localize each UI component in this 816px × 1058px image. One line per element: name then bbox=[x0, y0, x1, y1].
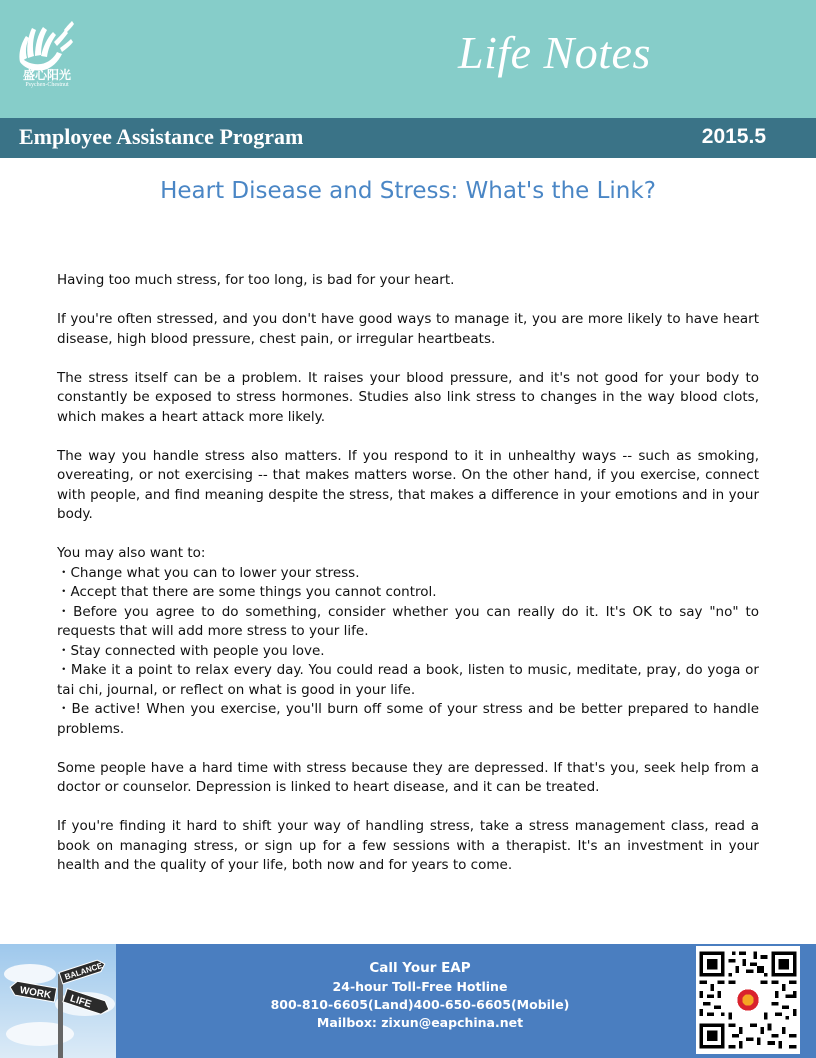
qr-code-icon bbox=[696, 946, 800, 1054]
article-title: Heart Disease and Stress: What's the Link? bbox=[160, 178, 656, 204]
list-item: ・Before you agree to do something, consider whether you can really do it. It's OK to say "no" to requests that will add more stress to your life. bbox=[57, 603, 759, 639]
article-body bbox=[57, 271, 759, 895]
hotline-label: 24-hour Toll-Free Hotline bbox=[332, 979, 508, 994]
paragraph: If you're finding it hard to shift your way of handling stress, take a stress management class, read a book on managing stress, or sign up for a few sessions with a therapist. It's an investment in your health and the quality of your life, both now and for years to come. bbox=[57, 818, 759, 873]
phone-numbers: 800-810-6605(Land)400-650-6605(Mobile) bbox=[270, 997, 570, 1012]
paragraph: If you're often stressed, and you don't have good ways to manage it, you are more likely to have heart disease, high blood pressure, chest pain, or irregular heartbeats. bbox=[57, 311, 759, 347]
header-banner bbox=[0, 0, 816, 118]
issue-date: 2015.5 bbox=[701, 125, 766, 148]
call-heading: Call Your EAP bbox=[369, 960, 471, 976]
list-item: ・Be active! When you exercise, you'll burn off some of your stress and be better prepared to handle problems. bbox=[57, 701, 759, 737]
list-item: ・Change what you can to lower your stress. bbox=[57, 564, 360, 581]
sign-life-label: LIFE bbox=[68, 993, 93, 1011]
paragraph: The way you handle stress also matters. If you respond to it in unhealthy ways -- such as smoking, overeating, or not exercising -- that makes matters worse. On the other hand, if you exercise, connect with people, and find meaning despite the stress, that makes a difference in your emotions and in your body. bbox=[57, 447, 759, 522]
paragraph: The stress itself can be a problem. It raises your blood pressure, and it's not good for your body to constantly be exposed to stress hormones. Studies also link stress to changes in the way blood clots, which makes a heart attack more likely. bbox=[57, 369, 759, 425]
eap-contact bbox=[200, 958, 640, 1032]
mailbox-address: Mailbox: zixun@eapchina.net bbox=[316, 1015, 524, 1030]
list-item: ・Accept that there are some things you cannot control. bbox=[57, 584, 437, 600]
logo-english-text: Psychen-Chestnut bbox=[25, 82, 69, 88]
list-intro: You may also want to: bbox=[57, 545, 206, 561]
paragraph: Some people have a hard time with stress because they are depressed. If that's you, seek help from a doctor or counselor. Depression is linked to heart disease, and it can be treated. bbox=[57, 759, 759, 795]
sign-work-label: WORK bbox=[18, 984, 52, 1002]
logo-chinese-text: 盛心阳光 bbox=[22, 68, 71, 82]
paragraph: Having too much stress, for too long, is bad for your heart. bbox=[57, 272, 455, 288]
sign-balance-label: BALANCE bbox=[63, 961, 104, 982]
list-item: ・Stay connected with people you love. bbox=[57, 642, 325, 659]
signpost-image bbox=[0, 944, 116, 1058]
newsletter-brand: Life Notes bbox=[458, 27, 651, 78]
program-title: Employee Assistance Program bbox=[19, 124, 304, 149]
list-item: ・Make it a point to relax every day. You could read a book, listen to music, meditate, pray, do yoga or tai chi, journal, or reflect on what is good in your life. bbox=[57, 662, 759, 698]
